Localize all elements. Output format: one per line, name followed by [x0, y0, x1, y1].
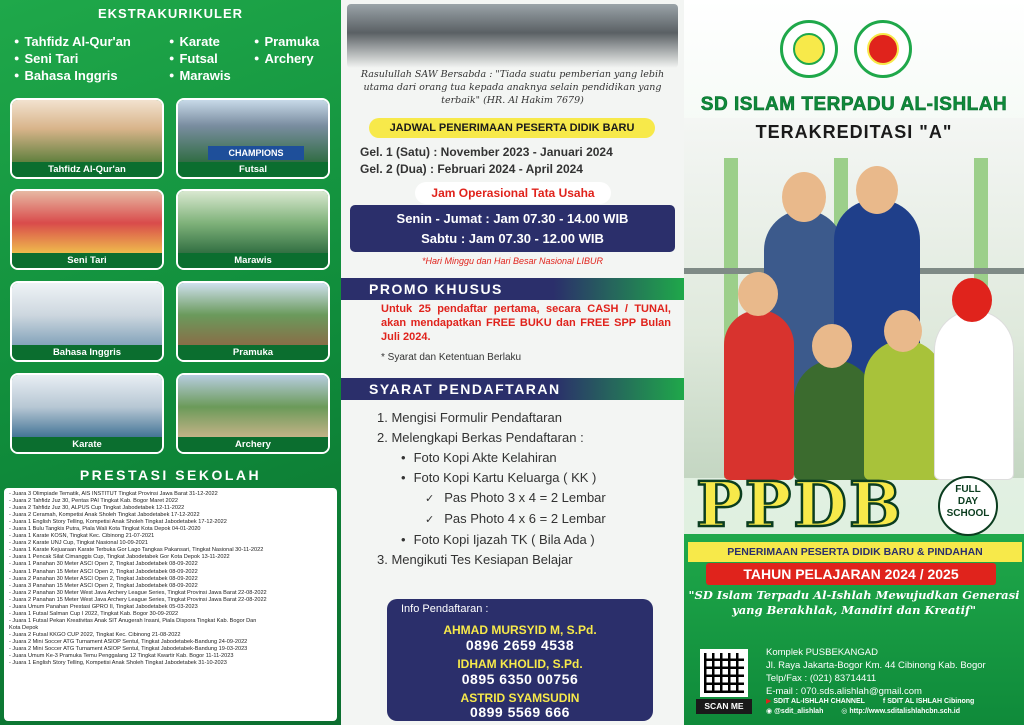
- ekskul-item: ● Archery: [254, 51, 334, 66]
- badge-line: SCHOOL: [946, 508, 990, 519]
- jam-sabtu: Sabtu : Jam 07.30 - 12.00 WIB: [421, 231, 604, 246]
- jam-box: [350, 205, 675, 252]
- right-panel: [684, 0, 1024, 725]
- ekskul-item: ● Pramuka: [254, 34, 334, 49]
- penerimaan-bar: PENERIMAAN PESERTA DIDIK BARU & PINDAHAN: [688, 542, 1022, 562]
- tahun-pelajaran: TAHUN PELAJARAN 2024 / 2025: [706, 563, 996, 585]
- photo-seni-tari: [10, 189, 164, 270]
- student-face: [952, 278, 992, 322]
- syarat-subitem: • Foto Kopi Kartu Keluarga ( KK ): [377, 468, 677, 488]
- school-logo: [854, 20, 912, 78]
- school-logo-emblem: [867, 33, 899, 65]
- photo-image: [12, 283, 162, 347]
- prestasi-item: - Juara 2 Futsal KKGO CUP 2022, Tingkat Kec. Cibinong 21-08-2022: [9, 631, 181, 638]
- prestasi-item: - Juara 1 Futsal Pekan Kreativitas Anak SIT Anugerah Insani, Piala Dispora Tingkat Kab. Bogor Dan: [9, 617, 257, 624]
- middle-panel: [341, 0, 684, 725]
- jam-title: Jam Operasional Tata Usaha: [415, 182, 611, 204]
- prestasi-item: - Juara 2 Mini Soccer ATG Turnament ASIOP Sentul, Tingkat Jabodetabek-Bandung 24-09-2022: [9, 638, 248, 645]
- prestasi-item: - Juara 3 Panahan 15 Meter ASCI Open 2, Tingkat Jabodetabek 08-09-2022: [9, 582, 198, 589]
- ekskul-item: ● Futsal: [169, 51, 254, 66]
- syarat-subitem: • Foto Kopi Ijazah TK ( Bila Ada ): [377, 530, 677, 550]
- photo-karate: [10, 373, 164, 454]
- facebook-link[interactable]: [883, 697, 982, 707]
- instagram-icon: ◉: [766, 708, 773, 715]
- syarat-check-item: ✓ Pas Photo 3 x 4 = 2 Lembar: [377, 488, 677, 509]
- prestasi-item: - Juara 1 Futsal Salman Cup I 2022, Tingkat Kab. Bogor 30-09-2022: [9, 610, 179, 617]
- ekskul-item: ● Seni Tari: [14, 51, 169, 66]
- syarat-header: [341, 378, 684, 400]
- contact-phone: 0899 5569 666: [470, 704, 570, 720]
- youtube-link[interactable]: [766, 697, 873, 707]
- address-line: Komplek PUSBEKANGAD: [766, 647, 878, 658]
- prestasi-item: - Juara 2 Mini Soccer ATG Turnament ASIOP Sentul, Tingkat Jabodetabek-Bandung 19-03-2023: [9, 646, 248, 653]
- badge-line: DAY: [957, 496, 979, 507]
- jam-senin-jumat: Senin - Jumat : Jam 07.30 - 14.00 WIB: [396, 211, 629, 226]
- ppdb-heading: PPDB: [696, 468, 904, 541]
- phone-line: Telp/Fax : (021) 83714411: [766, 673, 877, 684]
- prestasi-item: - Juara 1 English Story Telling, Kompetisi Anak Sholeh Tingkat Jabodetabek 31-10-2023: [9, 660, 227, 667]
- photo-caption: Karate: [12, 437, 162, 452]
- libur-note: *Hari Minggu dan Hari Besar Nasional LIBUR: [421, 256, 604, 266]
- gelombang-2: Gel. 2 (Dua) : Februari 2024 - April 2024: [360, 162, 583, 176]
- photo-futsal: [176, 98, 330, 179]
- contact-name: IDHAM KHOLID, S.Pd.: [457, 657, 583, 671]
- yayasan-logo: [780, 20, 838, 78]
- student-face: [782, 172, 826, 222]
- photo-image: [178, 191, 328, 255]
- photo-caption: Bahasa Inggris: [12, 345, 162, 360]
- contact-name: ASTRID SYAMSUDIN: [460, 691, 580, 705]
- student-figure: [934, 310, 1014, 480]
- website-link[interactable]: [841, 707, 968, 717]
- photo-caption: Seni Tari: [12, 253, 162, 268]
- photo-pramuka: [176, 281, 330, 362]
- prestasi-item: - Juara 1 Panahan 15 Meter ASCI Open 2, Tingkat Jabodetabek 08-09-2022: [9, 568, 198, 575]
- info-pendaftaran: [387, 599, 653, 721]
- scan-me-label: SCAN ME: [696, 699, 752, 714]
- youtube-icon: ▶: [766, 698, 772, 705]
- photo-caption: Marawis: [178, 253, 328, 268]
- ekskul-item: ● Bahasa Inggris: [14, 68, 169, 83]
- syarat-subitem: • Foto Kopi Akte Kelahiran: [377, 448, 677, 468]
- email-line: E-mail : 070.sds.alishlah@gmail.com: [766, 686, 922, 697]
- prestasi-item: Kota Depok: [9, 624, 39, 631]
- prestasi-item: - Juara 1 Karate KOSN, Tingkat Kec. Cibinong 21-07-2021: [9, 533, 155, 540]
- syarat-item: 1. Mengisi Formulir Pendaftaran: [377, 410, 562, 425]
- syarat-title: SYARAT PENDAFTARAN: [369, 381, 561, 397]
- photo-archery: [176, 373, 330, 454]
- photo-image: [178, 375, 328, 439]
- ekskul-title: EKSTRAKURIKULER: [98, 6, 243, 21]
- akreditasi: TERAKREDITASI "A": [755, 122, 953, 142]
- qr-code[interactable]: [700, 649, 748, 697]
- group-photo: [347, 4, 678, 68]
- ekskul-list: [14, 34, 334, 83]
- prestasi-item: - Juara Umum Ke-3 Pramuka Temu Penggalang 12 Tingkat Kwartir Kab. Bogor 11-11-2023: [9, 653, 234, 660]
- promo-title: PROMO KHUSUS: [369, 281, 503, 297]
- syarat-item: 3. Mengikuti Tes Kesiapan Belajar: [377, 552, 573, 567]
- prestasi-item: - Juara 1 Karate Kejuaraan Karate Terbuka Gor Lago Tangkas Pakansari, Tingkat Nasional 30-11-2022: [9, 547, 264, 554]
- prestasi-item: - Juara 1 Bulu Tangkis Putra, Piala Wali Kota Tingkat Kota Depok 04-01-2020: [9, 526, 201, 533]
- prestasi-title: PRESTASI SEKOLAH: [79, 467, 262, 483]
- ekskul-item: ● Marawis: [169, 68, 254, 83]
- student-figure: [794, 360, 874, 480]
- globe-icon: ◎: [841, 708, 848, 715]
- syarat-item: 2. Melengkapi Berkas Pendaftaran :: [377, 430, 584, 445]
- jadwal-title: JADWAL PENERIMAAN PESERTA DIDIK BARU: [369, 118, 655, 138]
- qr-pattern: [704, 653, 744, 693]
- school-motto: "SD Islam Terpadu Al-Ishlah Mewujudkan Generasi yang Berakhlak, Mandiri dan Kreatif": [688, 588, 1020, 617]
- photo-tahfidz: [10, 98, 164, 179]
- hadith-quote: Rasulullah SAW Bersabda : "Tiada suatu pemberian yang lebih utama dari orang tua kepada anaknya selain pendidikan yang terbaik" (HR. Al Hakim 7679): [360, 69, 665, 106]
- photo-image: [12, 191, 162, 255]
- prestasi-item: - Juara 3 Olimpiade Tematik, AIS INSTITUT Tingkat Provinsi Jawa Barat 31-12-2022: [9, 491, 218, 497]
- champions-banner: CHAMPIONS: [208, 146, 304, 160]
- photo-marawis: [176, 189, 330, 270]
- photo-image: [12, 375, 162, 439]
- photo-caption: Futsal: [178, 162, 328, 177]
- photo-image: [178, 100, 328, 164]
- gelombang-1: Gel. 1 (Satu) : November 2023 - Januari 2024: [360, 145, 613, 159]
- school-name: SD ISLAM TERPADU AL-ISHLAH: [700, 94, 1008, 115]
- info-title: Info Pendaftaran :: [401, 603, 489, 615]
- syarat-list: [377, 408, 677, 570]
- prestasi-item: - Juara Umum Panahan Prestasi GPRO II, Tingkat Jabodetabek 05-03-2023: [9, 603, 198, 610]
- prestasi-item: - Juara 2 Tahfidz Juz 30, ALPUS Cup Tingkat Jabodetabek 12-11-2022: [9, 505, 185, 512]
- promo-header: [341, 278, 684, 300]
- prestasi-item: - Juara 1 Pencak Silat Cimanggis Cup, Tingkat Jabodetabek Gor Kota Depok 13-11-2022: [9, 554, 230, 561]
- instagram-link[interactable]: [766, 707, 831, 717]
- student-face: [856, 166, 898, 214]
- ekskul-item: ● Tahfidz Al-Qur'an: [14, 34, 169, 49]
- photo-caption: Archery: [178, 437, 328, 452]
- students-photo: [744, 160, 1024, 480]
- website-label: http://www.sditalishlahcbn.sch.id: [849, 708, 960, 715]
- school-address: [766, 646, 1022, 698]
- student-face: [884, 310, 922, 352]
- photo-image: [178, 283, 328, 347]
- left-panel: [0, 0, 341, 725]
- youtube-label: SDIT AL-ISHLAH CHANNEL: [773, 698, 865, 705]
- promo-note: * Syarat dan Ketentuan Berlaku: [381, 352, 522, 363]
- student-figure: [724, 310, 794, 480]
- photo-bahasa-inggris: [10, 281, 164, 362]
- photo-caption: Tahfidz Al-Qur'an: [12, 162, 162, 177]
- contact-name: AHMAD MURSYID M, S.Pd.: [443, 623, 597, 637]
- photo-image: [12, 100, 162, 164]
- prestasi-item: - Juara 2 Tahfidz Juz 30, Pentas PAI Tingkat Kab. Bogor Maret 2022: [9, 498, 178, 505]
- student-face: [812, 324, 852, 368]
- syarat-check-item: ✓ Pas Photo 4 x 6 = 2 Lembar: [377, 509, 677, 530]
- prestasi-list: [4, 488, 337, 721]
- yayasan-logo-emblem: [793, 33, 825, 65]
- social-links: [766, 697, 1022, 717]
- contact-phone: 0896 2659 4538: [465, 637, 575, 653]
- student-figure: [864, 340, 944, 480]
- contact-phone: 0895 6350 00756: [461, 671, 579, 687]
- prestasi-item: - Juara 1 Panahan 30 Meter ASCI Open 2, Tingkat Jabodetabek 08-09-2022: [9, 561, 198, 568]
- prestasi-item: - Juara 1 English Story Telling, Kompetisi Anak Sholeh Tingkat Jabodetabek 17-12-2022: [9, 519, 227, 526]
- prestasi-item: - Juara 2 Panahan 30 Meter ASCI Open 2, Tingkat Jabodetabek 08-09-2022: [9, 575, 198, 582]
- facebook-label: SDIT AL ISHLAH Cibinong: [887, 698, 975, 705]
- address-line: Jl. Raya Jakarta-Bogor Km. 44 Cibinong Kab. Bogor: [766, 660, 986, 671]
- promo-text: Untuk 25 pendaftar pertama, secara CASH / TUNAI, akan mendapatkan FREE BUKU dan FREE SPP Bulan Juli 2024.: [381, 303, 671, 343]
- full-day-school-badge: [938, 476, 998, 536]
- student-face: [738, 272, 778, 316]
- facebook-icon: f: [882, 698, 886, 705]
- badge-line: FULL: [955, 484, 981, 495]
- instagram-label: @sdit_alishlah: [774, 708, 824, 715]
- ekskul-item: ● Karate: [169, 34, 254, 49]
- prestasi-item: - Juara 2 Panahan 30 Meter West Java Archery League Series, Tingkat Provinsi Jawa Barat 22-08-2022: [9, 589, 267, 596]
- prestasi-item: - Juara 2 Karate UNJ Cup, Tingkat Nasional 10-09-2021: [9, 540, 148, 547]
- photo-caption: Pramuka: [178, 345, 328, 360]
- prestasi-item: - Juara 2 Ceramah, Kompetisi Anak Sholeh Tingkat Jabodetabek 17-12-2022: [9, 512, 200, 519]
- prestasi-item: - Juara 2 Panahan 15 Meter West Java Archery League Series, Tingkat Provinsi Jawa Barat 22-08-2022: [9, 596, 267, 603]
